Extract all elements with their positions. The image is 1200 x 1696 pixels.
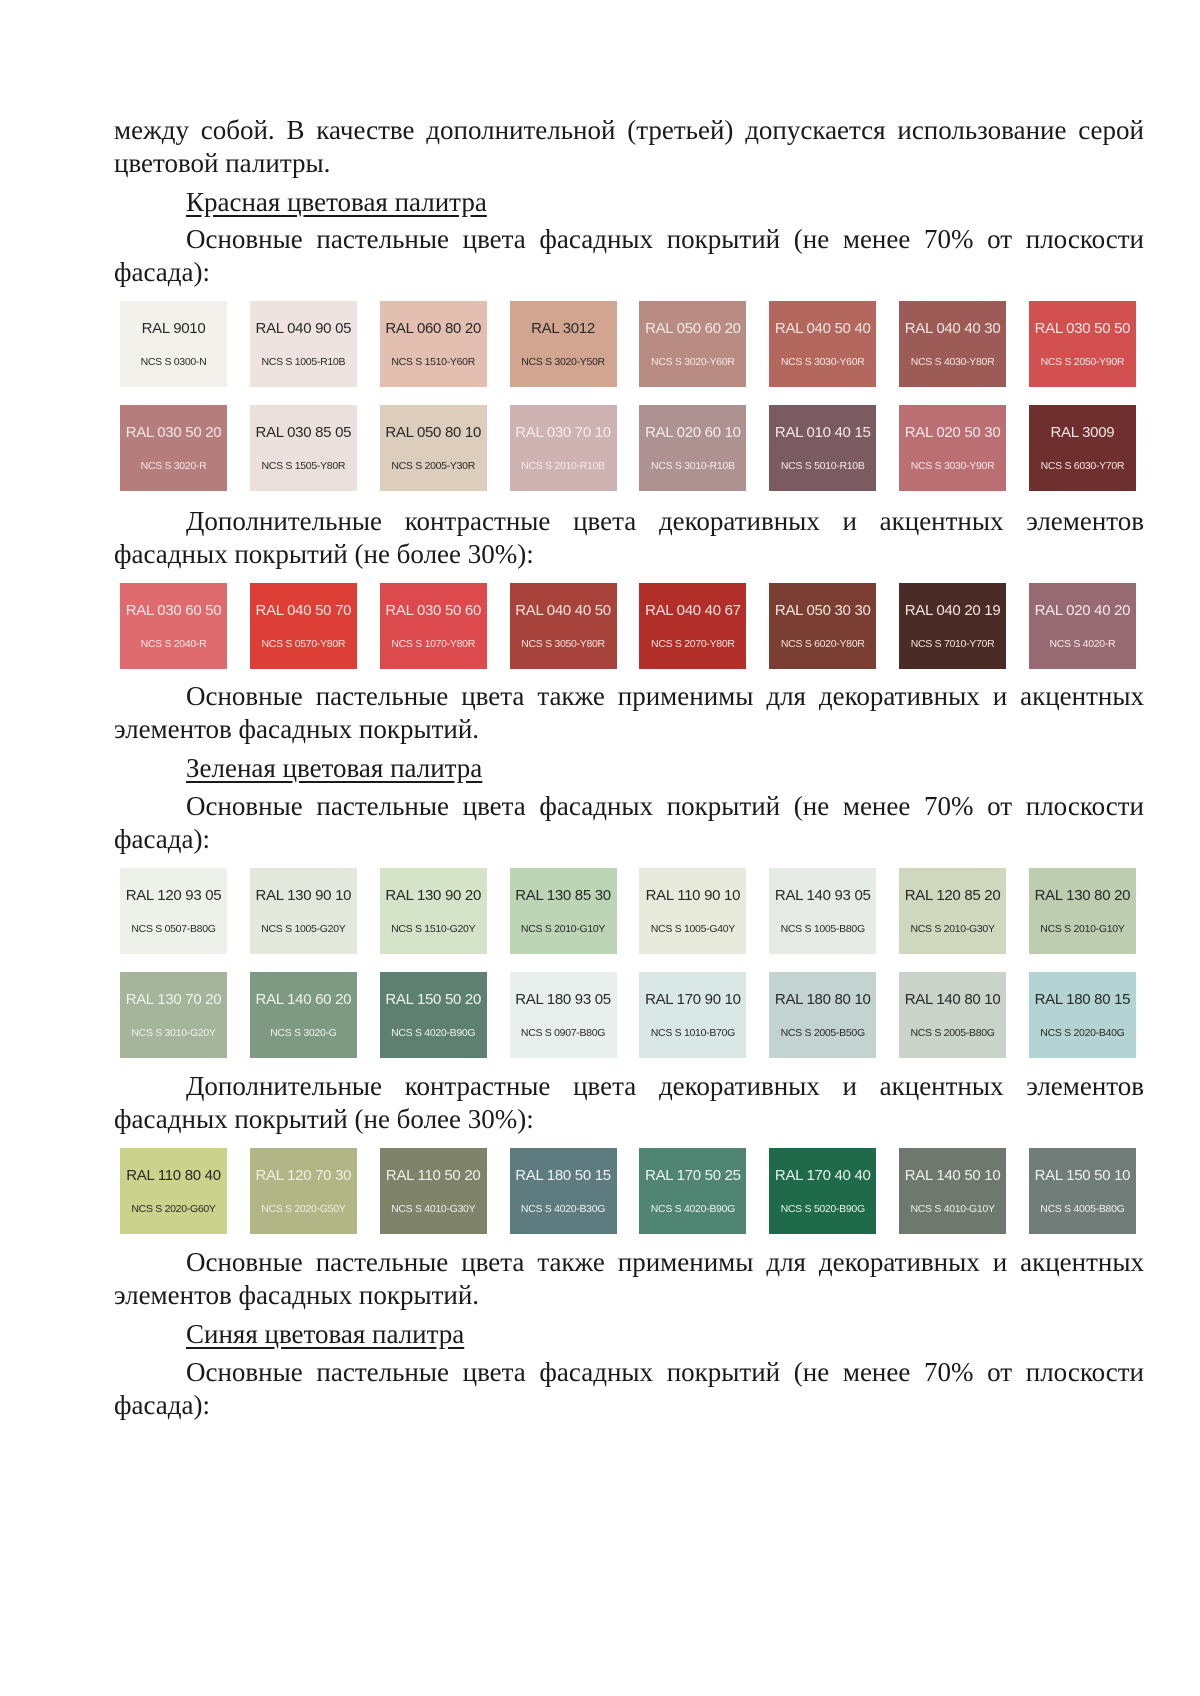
ral-code: RAL 050 80 10 xyxy=(385,423,481,441)
ncs-code: NCS S 2020-G50Y xyxy=(261,1202,346,1215)
ncs-code: NCS S 4020-B30G xyxy=(520,1202,606,1215)
color-swatch xyxy=(639,972,746,1058)
color-swatch xyxy=(899,972,1006,1058)
ncs-code: NCS S 3020-Y60R xyxy=(651,355,735,368)
color-swatch xyxy=(899,1148,1006,1234)
ral-code: RAL 130 90 20 xyxy=(385,886,481,904)
ncs-code: NCS S 4005-B80G xyxy=(1040,1202,1125,1215)
ral-code: RAL 170 50 25 xyxy=(645,1166,741,1184)
red-extra-caption: Дополнительные контрастные цвета декоративных и акцентных элементов фасадных покрытий (не более 30%): xyxy=(114,506,1144,569)
color-swatch xyxy=(510,583,617,669)
ncs-code: NCS S 4020-B90G xyxy=(391,1026,476,1039)
red-note-paragraph: Основные пастельные цвета также применимы для декоративных и акцентных элементов фасадных покрытий. xyxy=(114,681,1144,744)
ral-code: RAL 020 50 30 xyxy=(904,423,1001,441)
color-swatch xyxy=(769,405,876,491)
ral-code: RAL 180 50 15 xyxy=(515,1166,611,1184)
color-swatch xyxy=(250,868,357,954)
color-swatch xyxy=(510,868,617,954)
ncs-code: NCS S 2070-Y80R xyxy=(651,637,735,650)
color-swatch xyxy=(769,972,876,1058)
ncs-code: NCS S 5010-R10B xyxy=(780,459,865,472)
ral-code: RAL 130 80 20 xyxy=(1034,886,1131,904)
ncs-code: NCS S 3030-Y90R xyxy=(910,459,995,472)
ral-code: RAL 040 90 05 xyxy=(255,319,352,337)
ral-code: RAL 030 60 50 xyxy=(125,601,222,619)
ncs-code: NCS S 3050-Y80R xyxy=(521,637,605,650)
color-swatch xyxy=(1029,1148,1136,1234)
ncs-code: NCS S 0300-N xyxy=(140,355,207,368)
color-swatch xyxy=(769,1148,876,1234)
ral-code: RAL 120 70 30 xyxy=(255,1166,352,1184)
color-swatch xyxy=(120,972,227,1058)
ral-code: RAL 180 80 15 xyxy=(1034,990,1131,1008)
ncs-code: NCS S 6020-Y80R xyxy=(780,637,865,650)
ncs-code: NCS S 2010-G10Y xyxy=(520,922,606,935)
ncs-code: NCS S 4010-G10Y xyxy=(910,1202,995,1215)
color-swatch xyxy=(120,1148,227,1234)
ral-code: RAL 150 50 10 xyxy=(1034,1166,1131,1184)
red-main-row-1 xyxy=(120,301,1136,387)
ral-code: RAL 170 90 10 xyxy=(645,990,741,1008)
ncs-code: NCS S 4030-Y80R xyxy=(910,355,995,368)
ral-code: RAL 110 90 10 xyxy=(645,886,741,904)
color-swatch xyxy=(899,583,1006,669)
ral-code: RAL 040 40 67 xyxy=(645,601,741,619)
color-swatch xyxy=(639,405,746,491)
color-swatch xyxy=(899,301,1006,387)
ral-code: RAL 120 93 05 xyxy=(125,886,222,904)
red-extra-row xyxy=(120,583,1136,669)
ral-code: RAL 180 93 05 xyxy=(515,990,611,1008)
green-extra-caption: Дополнительные контрастные цвета декоративных и акцентных элементов фасадных покрытий (не более 30%): xyxy=(114,1071,1144,1134)
color-swatch xyxy=(380,301,487,387)
ncs-code: NCS S 3020-R xyxy=(140,459,207,472)
ral-code: RAL 150 50 20 xyxy=(385,990,481,1008)
ral-code: RAL 3009 xyxy=(1050,423,1115,441)
color-swatch xyxy=(120,405,227,491)
ral-code: RAL 050 30 30 xyxy=(774,601,871,619)
ncs-code: NCS S 1005-G40Y xyxy=(650,922,735,935)
color-swatch xyxy=(899,405,1006,491)
ral-code: RAL 030 50 50 xyxy=(1034,319,1131,337)
ncs-code: NCS S 7010-Y70R xyxy=(910,637,995,650)
ncs-code: NCS S 1070-Y80R xyxy=(391,637,475,650)
ral-code: RAL 130 70 20 xyxy=(125,990,222,1008)
color-swatch xyxy=(120,583,227,669)
color-swatch xyxy=(1029,972,1136,1058)
ncs-code: NCS S 6030-Y70R xyxy=(1040,459,1125,472)
color-swatch xyxy=(380,972,487,1058)
ncs-code: NCS S 2020-G60Y xyxy=(131,1202,216,1215)
green-main-caption: Основные пастельные цвета фасадных покрытий (не менее 70% от плоскости фасада): xyxy=(114,791,1144,854)
green-palette-heading: Зеленая цветовая палитра xyxy=(186,753,483,783)
color-swatch xyxy=(250,301,357,387)
color-swatch xyxy=(1029,301,1136,387)
ral-code: RAL 170 40 40 xyxy=(774,1166,871,1184)
ral-code: RAL 140 93 05 xyxy=(774,886,871,904)
ral-code: RAL 040 40 30 xyxy=(904,319,1001,337)
ncs-code: NCS S 1510-G20Y xyxy=(391,922,476,935)
ncs-code: NCS S 3020-Y50R xyxy=(521,355,605,368)
ral-code: RAL 130 85 30 xyxy=(515,886,611,904)
ral-code: RAL 020 60 10 xyxy=(645,423,741,441)
color-swatch xyxy=(639,1148,746,1234)
color-swatch xyxy=(769,301,876,387)
color-swatch xyxy=(510,405,617,491)
ral-code: RAL 050 60 20 xyxy=(645,319,741,337)
color-swatch xyxy=(769,583,876,669)
ncs-code: NCS S 0570-Y80R xyxy=(261,637,346,650)
color-swatch xyxy=(510,301,617,387)
red-main-caption: Основные пастельные цвета фасадных покрытий (не менее 70% от плоскости фасада): xyxy=(114,224,1144,287)
ral-code: RAL 040 50 70 xyxy=(255,601,352,619)
ncs-code: NCS S 4020-R xyxy=(1049,637,1116,650)
color-swatch xyxy=(250,972,357,1058)
red-palette-heading: Красная цветовая палитра xyxy=(186,187,487,217)
blue-palette-heading: Синяя цветовая палитра xyxy=(186,1319,465,1349)
ncs-code: NCS S 0507-B80G xyxy=(131,922,216,935)
color-swatch xyxy=(120,868,227,954)
ncs-code: NCS S 3010-G20Y xyxy=(131,1026,216,1039)
color-swatch xyxy=(769,868,876,954)
ncs-code: NCS S 2010-R10B xyxy=(521,459,605,472)
color-swatch xyxy=(1029,868,1136,954)
color-swatch xyxy=(639,301,746,387)
ncs-code: NCS S 1505-Y80R xyxy=(261,459,346,472)
ral-code: RAL 110 50 20 xyxy=(385,1166,481,1184)
ral-code: RAL 030 85 05 xyxy=(255,423,352,441)
green-main-row-2 xyxy=(120,972,1136,1058)
ral-code: RAL 140 60 20 xyxy=(255,990,352,1008)
color-swatch xyxy=(1029,583,1136,669)
ral-code: RAL 140 50 10 xyxy=(904,1166,1001,1184)
color-swatch xyxy=(510,972,617,1058)
color-swatch xyxy=(1029,405,1136,491)
green-main-row-1 xyxy=(120,868,1136,954)
ncs-code: NCS S 2010-G30Y xyxy=(910,922,995,935)
color-swatch xyxy=(899,868,1006,954)
color-swatch xyxy=(639,583,746,669)
red-main-row-2 xyxy=(120,405,1136,491)
ncs-code: NCS S 2005-B50G xyxy=(780,1026,865,1039)
ncs-code: NCS S 2020-B40G xyxy=(1040,1026,1125,1039)
color-swatch xyxy=(380,868,487,954)
ral-code: RAL 130 90 10 xyxy=(255,886,352,904)
ncs-code: NCS S 1010-B70G xyxy=(650,1026,735,1039)
ncs-code: NCS S 2010-G10Y xyxy=(1040,922,1125,935)
ncs-code: NCS S 0907-B80G xyxy=(520,1026,606,1039)
ral-code: RAL 040 20 19 xyxy=(904,601,1001,619)
ncs-code: NCS S 3020-G xyxy=(270,1026,337,1039)
ral-code: RAL 060 80 20 xyxy=(385,319,481,337)
intro-paragraph: между собой. В качестве дополнительной (третьей) допускается использование серой цветовой палитры. xyxy=(114,115,1144,178)
color-swatch xyxy=(250,405,357,491)
ral-code: RAL 010 40 15 xyxy=(774,423,871,441)
ncs-code: NCS S 3030-Y60R xyxy=(780,355,865,368)
ral-code: RAL 3012 xyxy=(531,319,595,337)
ral-code: RAL 020 40 20 xyxy=(1034,601,1131,619)
color-swatch xyxy=(250,583,357,669)
ral-code: RAL 030 70 10 xyxy=(515,423,611,441)
ncs-code: NCS S 1005-G20Y xyxy=(261,922,346,935)
color-swatch xyxy=(380,405,487,491)
ral-code: RAL 040 50 40 xyxy=(774,319,871,337)
ncs-code: NCS S 1005-B80G xyxy=(780,922,865,935)
ral-code: RAL 040 40 50 xyxy=(515,601,611,619)
color-swatch xyxy=(120,301,227,387)
ral-code: RAL 120 85 20 xyxy=(904,886,1001,904)
ral-code: RAL 180 80 10 xyxy=(774,990,871,1008)
ncs-code: NCS S 4010-G30Y xyxy=(391,1202,476,1215)
ncs-code: NCS S 4020-B90G xyxy=(650,1202,735,1215)
ncs-code: NCS S 2005-B80G xyxy=(910,1026,995,1039)
ncs-code: NCS S 2005-Y30R xyxy=(391,459,475,472)
ncs-code: NCS S 5020-B90G xyxy=(780,1202,865,1215)
ral-code: RAL 030 50 60 xyxy=(385,601,481,619)
ncs-code: NCS S 3010-R10B xyxy=(651,459,735,472)
green-extra-row xyxy=(120,1148,1136,1234)
ral-code: RAL 9010 xyxy=(141,319,206,337)
green-note-paragraph: Основные пастельные цвета также применимы для декоративных и акцентных элементов фасадных покрытий. xyxy=(114,1247,1144,1310)
ncs-code: NCS S 1510-Y60R xyxy=(391,355,475,368)
ral-code: RAL 110 80 40 xyxy=(126,1166,221,1184)
color-swatch xyxy=(380,1148,487,1234)
ncs-code: NCS S 1005-R10B xyxy=(261,355,346,368)
color-swatch xyxy=(510,1148,617,1234)
ral-code: RAL 030 50 20 xyxy=(125,423,222,441)
color-swatch xyxy=(639,868,746,954)
blue-main-caption: Основные пастельные цвета фасадных покрытий (не менее 70% от плоскости фасада): xyxy=(114,1357,1144,1420)
ncs-code: NCS S 2040-R xyxy=(140,637,207,650)
ral-code: RAL 140 80 10 xyxy=(904,990,1001,1008)
ncs-code: NCS S 2050-Y90R xyxy=(1040,355,1125,368)
color-swatch xyxy=(380,583,487,669)
color-swatch xyxy=(250,1148,357,1234)
